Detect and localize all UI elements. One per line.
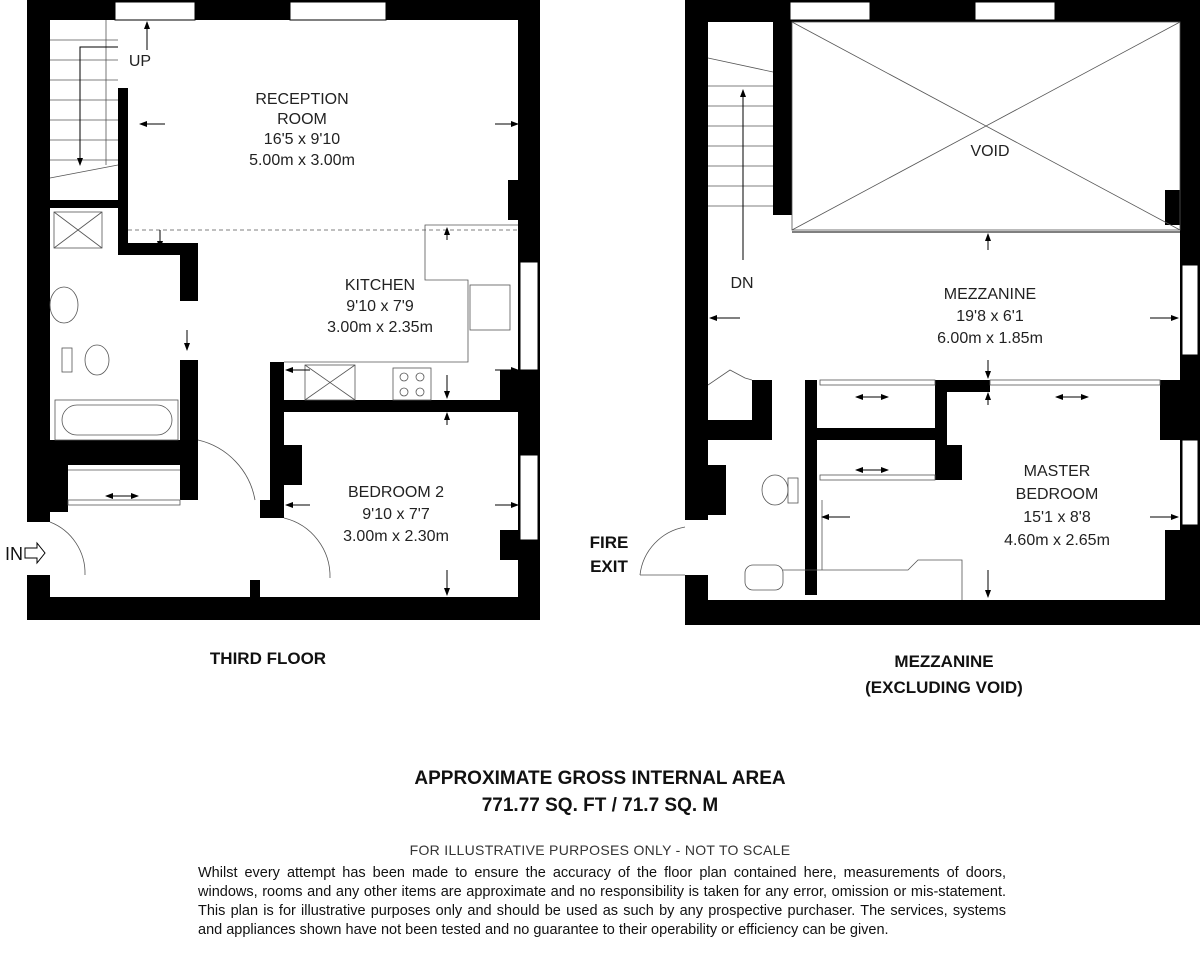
toilet-icon [85, 345, 109, 375]
svg-text:3.00m x 2.35m: 3.00m x 2.35m [327, 319, 433, 336]
room-label-kitchen [327, 277, 433, 336]
gross-area-value: 771.77 SQ. FT / 71.7 SQ. M [481, 795, 719, 816]
entrance-arrow-icon [25, 543, 45, 563]
room-label-bedroom-2 [343, 484, 449, 545]
svg-text:9'10 x 7'9: 9'10 x 7'9 [346, 298, 414, 315]
toilet-icon [762, 475, 788, 505]
window [520, 262, 538, 370]
svg-text:MEZZANINE: MEZZANINE [943, 286, 1037, 303]
mezzanine-subtitle: (EXCLUDING VOID) [865, 678, 1023, 697]
svg-text:MASTER: MASTER [1023, 463, 1091, 480]
svg-text:KITCHEN: KITCHEN [344, 277, 416, 294]
bedroom2-door [284, 518, 330, 578]
illustrative-note: FOR ILLUSTRATIVE PURPOSES ONLY - NOT TO SCALE [409, 842, 791, 858]
gross-area-title: APPROXIMATE GROSS INTERNAL AREA [414, 768, 786, 789]
stairs-down-label: DN [730, 275, 754, 292]
stairs-up-label: UP [128, 53, 152, 70]
svg-text:RECEPTION: RECEPTION [255, 91, 349, 108]
fire-exit-door [640, 527, 685, 575]
washbasin-icon [745, 565, 783, 590]
hall-door [198, 440, 255, 500]
entrance-door [50, 522, 85, 575]
svg-text:BEDROOM: BEDROOM [1015, 486, 1099, 503]
svg-text:5.00m x 3.00m: 5.00m x 3.00m [249, 152, 355, 169]
window [290, 2, 386, 20]
fire-exit-label: EXIT [590, 557, 628, 576]
svg-text:4.60m x 2.65m: 4.60m x 2.65m [1004, 532, 1110, 549]
washbasin-icon [50, 287, 78, 323]
room-label-mezzanine [937, 286, 1043, 347]
third-floor-plan [5, 0, 540, 668]
wall [27, 597, 540, 620]
window [115, 2, 195, 20]
svg-text:19'8 x 6'1: 19'8 x 6'1 [956, 308, 1024, 325]
room-label-reception [249, 91, 355, 169]
mezzanine-title: MEZZANINE [894, 652, 994, 671]
svg-text:ROOM: ROOM [277, 111, 327, 128]
third-floor-title: THIRD FLOOR [209, 649, 327, 668]
svg-text:9'10 x 7'7: 9'10 x 7'7 [362, 506, 430, 523]
kitchen-sink-icon [470, 285, 510, 330]
fire-exit-label: FIRE [589, 533, 629, 552]
svg-text:3.00m x 2.30m: 3.00m x 2.30m [343, 528, 449, 545]
svg-text:6.00m x 1.85m: 6.00m x 1.85m [937, 330, 1043, 347]
disclaimer-text: Whilst every attempt has been made to ensure the accuracy of the floor plan contained here, measurements of doors, windows, rooms and any other items are approximate and no responsibility is taken for any error, omission or mis-statement. This plan is for illustrative purposes only and should be used as such by any prospective purchaser. The services, systems and appliances shown have not been tested and no guarantee to their operability or efficiency can be given. [198, 865, 1006, 938]
wall [27, 0, 540, 20]
svg-text:BEDROOM 2: BEDROOM 2 [347, 484, 445, 501]
window [520, 455, 538, 540]
mezzanine-plan [590, 0, 1200, 697]
void-label: VOID [970, 143, 1010, 160]
hob-icon [393, 368, 431, 400]
entrance-label: IN [5, 544, 23, 564]
bathtub-icon [55, 400, 178, 440]
svg-text:15'1 x 8'8: 15'1 x 8'8 [1023, 509, 1091, 526]
wall [27, 0, 50, 522]
room-label-master-bedroom [1004, 463, 1110, 549]
svg-text:16'5 x 9'10: 16'5 x 9'10 [263, 131, 341, 148]
